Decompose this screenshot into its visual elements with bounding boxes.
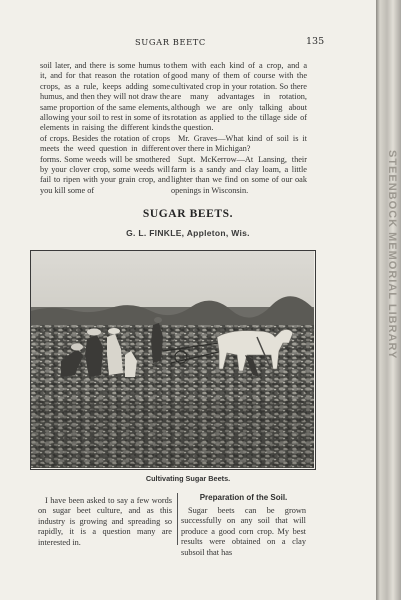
top-right-column — [171, 61, 307, 196]
paragraph: soil later, and there is some humus to it, and for that reason the rotation of crops, as a rule, keeps adding some humus, and then they will not draw the same proportion of the same elements, allowing your soil to rest in some of its elements in raising the different kinds of crops. Besides the rotation of crops meets the weed question in different forms. Some weeds will be smothered by your clover crop, some weeds will fail to ripen with your grain crop, and you kill some of — [40, 61, 170, 195]
article-byline: G. L. FINKLE, Appleton, Wis. — [126, 228, 250, 238]
paragraph: I have been asked to say a few words on sugar beet culture, and as this industry is growing and spreading so rapidly, it is a question many are interested in. — [38, 496, 172, 547]
top-left-column — [40, 61, 170, 196]
paragraph: Mr. Graves—What kind of soil is it over there in Michigan? — [171, 133, 307, 154]
column-divider — [177, 493, 178, 545]
page-number: 135 — [306, 36, 325, 47]
photo-caption: Cultivating Sugar Beets. — [145, 474, 231, 483]
library-stamp: STEENBOCK MEMORIAL LIBRARY — [386, 150, 398, 360]
article-left-column — [38, 496, 172, 548]
article-right-column — [181, 506, 306, 558]
article-title: SUGAR BEETS. — [142, 208, 234, 220]
paragraph: them with each kind of a crop, and a good many of them of course with the cultivated crop in your rotation. So there are many advantages in rotation, although we are only talking about rotation as applied to the tillage side of the question. — [171, 61, 307, 133]
paragraph: Supt. McKerrow—At Lansing, their farm is a sandy and clay loam, a little lighter than we find on some of our oak openings in Wisconsin. — [171, 154, 307, 195]
running-head: SUGAR BEETC — [135, 37, 206, 47]
paragraph: Sugar beets can be grown successfully on any soil that will produce a good corn crop. My best results were obtained on a clay subsoil that has — [181, 506, 306, 557]
photo-cultivating-sugar-beets — [30, 250, 316, 470]
section-heading: Preparation of the Soil. — [199, 493, 288, 502]
field-photo-image — [31, 251, 314, 468]
